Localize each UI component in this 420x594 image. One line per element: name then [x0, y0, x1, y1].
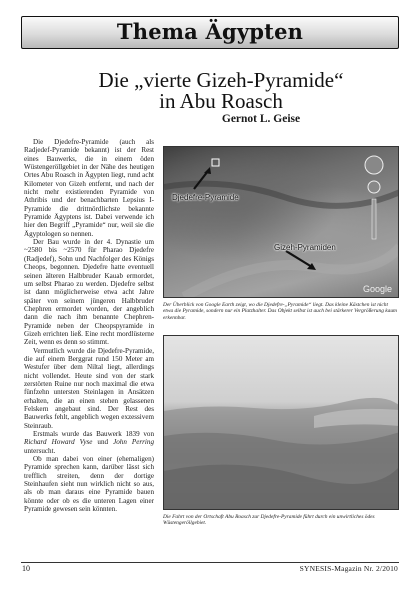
p4-text-pre: Erstmals wurde das Bauwerk 1839 von: [33, 430, 154, 439]
body-paragraph-5: Ob man dabei von einer (ehemaligen) Pyramide sprechen kann, darüber lässt sich trefflich streiten, denn der dortige Steinhaufen sieht nun wirklich nicht so aus, als ob man daraus eine Pyramide bauen könnte oder ob es die unteren Lagen einer Pyramide gewesen sein könnten.: [24, 455, 154, 514]
desert-scene: [164, 336, 399, 510]
compass-icon[interactable]: [365, 156, 383, 174]
article-body: [24, 138, 154, 513]
body-paragraph-4: [24, 430, 154, 455]
desert-photo: [163, 335, 399, 510]
section-banner: [21, 16, 399, 49]
body-paragraph-1: Die Djedefre-Pyramide (auch als Radjedef-Pyramide bekannt) ist der Rest eines Bauwerks, die in einem öden Wüstengeröllgebiet in der Nähe des heutigen Ortes Abu Roasch in Ägypten liegt, rund acht Kilometer von Gizeh entfernt, und nach der nicht mehr existierenden Pyramide von Athribis und der benachbarten Lepsius I-Pyramide die drittnördlichste bekannte Pyramide Ägyptens ist. Dabei verwende ich hier den Begriff „Pyramide“ nur, weil sie die Ägyptologen so nennen.: [24, 138, 154, 238]
headline-line-1: Die „vierte Gizeh-Pyramide“: [98, 68, 344, 92]
label-gizeh: Gizeh-Pyramiden: [274, 243, 336, 252]
magazine-issue: SYNESIS-Magazin Nr. 2/2010: [299, 564, 398, 573]
photo2-caption: Die Fahrt von der Ortschaft Abu Roasch zur Djedefre-Pyramide führt durch ein unwirtliches ödes Wüstengeröllgebiet.: [163, 514, 375, 527]
p4-name-perring: John Perring: [113, 438, 154, 447]
photo1-caption: Der Überblick von Google Earth zeigt, wo die Djedefre-„Pyramide“ liegt. Das kleine Kästchen ist nicht etwa die Pyramide, sondern nur ein Platzhalter. Das Objekt selbst ist auch bei stärkerer Vergrößerung kaum erkennbar.: [163, 302, 397, 321]
p4-text-mid: und: [92, 438, 114, 447]
arrow-pyramid1-head: [204, 167, 211, 174]
placeholder-box: [212, 159, 219, 166]
body-paragraph-3: Vermutlich wurde die Djedefre-Pyramide, die auf einem Berggrat rund 150 Meter am Westufer über dem Niltal liegt, allerdings nicht vollendet. Heute sind von der stark zerstörten Ruine nur noch maximal die etwa fünfzehn untersten Steinlagen in Ansätzen erhalten, die an einen stehen gelassenen Felskern angebaut sind. Der Rest des Bauwerks fehlt, angeblich wegen exzessivem Steinraub.: [24, 346, 154, 430]
satellite-overlay: [164, 147, 399, 298]
body-paragraph-2: Der Bau wurde in der 4. Dynastie um ~2580 bis ~2570 für Pharao Djedefre (Radjedef), Sohn und Nachfolger des Königs Cheops, begonnen. Djedefre hatte eventuell seinen älteren Halbbruder Kauab ermordet, um selbst Pharao zu werden. Djedefre selbst ist dann möglicherweise etwa acht Jahre später von seinem jüngeren Halbbruder Chephren ermordet worden, der angeblich dann die nach ihm benannte Chephren-Pyramide neben der Cheopspyramide in Gizeh errichten ließ. Eine recht mordlüsterne Zeit, wenn es denn so stimmt.: [24, 238, 154, 347]
google-logo: Google: [362, 284, 392, 294]
p4-name-vyse: Richard Howard Vyse: [24, 438, 93, 447]
satellite-photo: [163, 146, 399, 298]
footer-divider: [21, 562, 399, 563]
zoom-slider[interactable]: [372, 199, 376, 239]
author-name: Gernot L. Geise: [221, 113, 301, 125]
navigation-icon[interactable]: [368, 181, 380, 193]
headline-line-2: in Abu Roasch: [159, 89, 283, 113]
label-djedefre: Djedefre-Pyramide: [172, 193, 239, 202]
section-title: Thema Ägypten: [116, 19, 304, 44]
page-number: 10: [22, 564, 30, 573]
p4-text-post: untersucht.: [24, 446, 56, 455]
